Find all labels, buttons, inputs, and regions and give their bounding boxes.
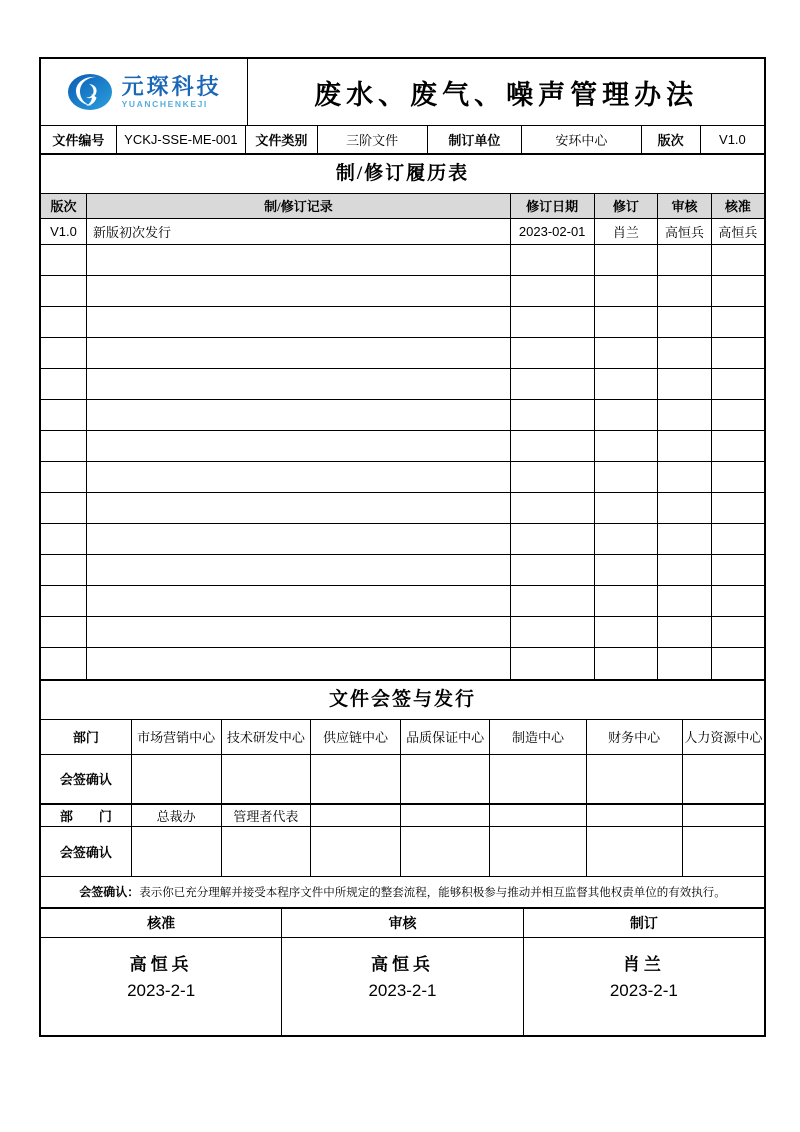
- department-manufacturing: 制造中心: [490, 720, 586, 755]
- empty-cell: [594, 617, 658, 648]
- empty-cell: [41, 400, 87, 431]
- empty-cell: [41, 338, 87, 369]
- countersign-confirm-row-1: [41, 755, 764, 804]
- empty-cell: [594, 431, 658, 462]
- doc-version-value: V1.0: [700, 126, 764, 153]
- department-management-rep: 管理者代表: [221, 804, 311, 827]
- revision-version: V1.0: [41, 219, 87, 245]
- countersign-section-title: 文件会签与发行: [41, 681, 764, 720]
- empty-cell: [510, 617, 594, 648]
- revision-empty-row: [41, 586, 764, 617]
- empty-cell: [594, 245, 658, 276]
- revision-reviser: 肖兰: [594, 219, 658, 245]
- empty-cell: [41, 431, 87, 462]
- approval-col-draft: 制订: [523, 909, 764, 938]
- reviewer-name: 高恒兵: [370, 955, 434, 974]
- empty-cell: [87, 617, 511, 648]
- empty-cell: [594, 555, 658, 586]
- countersign-confirm-row-2: [41, 827, 764, 876]
- department-empty-cell: [490, 804, 586, 827]
- department-supply-chain: 供应链中心: [311, 720, 401, 755]
- empty-cell: [711, 648, 764, 679]
- drafter-date: 2023-2-1: [609, 981, 678, 1000]
- empty-cell: [711, 462, 764, 493]
- doc-unit-value: 安环中心: [522, 126, 641, 153]
- department-rnd: 技术研发中心: [221, 720, 311, 755]
- signature-cell: [131, 827, 221, 876]
- approver-name: 高恒兵: [129, 955, 193, 974]
- revision-date: 2023-02-01: [510, 219, 594, 245]
- empty-cell: [510, 524, 594, 555]
- revision-empty-row: [41, 307, 764, 338]
- revision-empty-row: [41, 555, 764, 586]
- empty-cell: [510, 307, 594, 338]
- empty-cell: [658, 555, 712, 586]
- department-empty-cell: [400, 804, 490, 827]
- empty-cell: [711, 245, 764, 276]
- empty-cell: [41, 369, 87, 400]
- department-quality: 品质保证中心: [400, 720, 490, 755]
- signature-cell: [586, 827, 682, 876]
- approver-signature: [41, 938, 282, 1035]
- approval-col-review: 审核: [282, 909, 523, 938]
- empty-cell: [41, 524, 87, 555]
- logo-company-name-cn: 元琛科技: [121, 74, 222, 100]
- empty-cell: [594, 307, 658, 338]
- empty-cell: [594, 338, 658, 369]
- drafter-name: 肖兰: [622, 955, 665, 974]
- revision-empty-row: [41, 617, 764, 648]
- empty-cell: [87, 524, 511, 555]
- revision-empty-row: [41, 524, 764, 555]
- reviewer-date: 2023-2-1: [368, 981, 437, 1000]
- empty-cell: [594, 369, 658, 400]
- drafter-signature: [523, 938, 764, 1035]
- empty-cell: [711, 431, 764, 462]
- empty-cell: [594, 586, 658, 617]
- signature-cell: [682, 827, 764, 876]
- countersign-confirm-label-1: 会签确认: [41, 755, 131, 804]
- department-empty-cell: [586, 804, 682, 827]
- revision-row: [41, 219, 764, 245]
- empty-cell: [510, 462, 594, 493]
- department-label-2: 部 门: [41, 804, 131, 827]
- department-marketing: 市场营销中心: [131, 720, 221, 755]
- countersign-confirm-label-2: 会签确认: [41, 827, 131, 876]
- empty-cell: [594, 276, 658, 307]
- empty-cell: [41, 648, 87, 679]
- revision-col-record: 制/修订记录: [87, 194, 511, 219]
- empty-cell: [41, 617, 87, 648]
- empty-cell: [658, 307, 712, 338]
- empty-cell: [658, 493, 712, 524]
- empty-cell: [594, 462, 658, 493]
- empty-cell: [658, 369, 712, 400]
- signature-cell: [400, 827, 490, 876]
- revision-empty-row: [41, 276, 764, 307]
- empty-cell: [87, 338, 511, 369]
- approval-block: [41, 909, 764, 1035]
- empty-cell: [510, 369, 594, 400]
- doc-code-label: 文件编号: [41, 126, 116, 153]
- department-empty-cell: [682, 804, 764, 827]
- department-empty-cell: [311, 804, 401, 827]
- empty-cell: [87, 586, 511, 617]
- empty-cell: [510, 586, 594, 617]
- empty-cell: [711, 307, 764, 338]
- revision-header-row: [41, 194, 764, 219]
- signature-cell: [490, 827, 586, 876]
- revision-empty-row: [41, 245, 764, 276]
- revision-empty-row: [41, 400, 764, 431]
- revision-empty-row: [41, 648, 764, 679]
- doc-category-label: 文件类别: [246, 126, 318, 153]
- empty-cell: [87, 462, 511, 493]
- empty-cell: [41, 307, 87, 338]
- empty-cell: [41, 493, 87, 524]
- approval-col-approve: 核准: [147, 916, 176, 932]
- department-header-row-1: [41, 720, 764, 755]
- document-title: 废水、废气、噪声管理办法: [248, 59, 764, 125]
- revision-reviewer: 高恒兵: [658, 219, 712, 245]
- empty-cell: [87, 245, 511, 276]
- empty-cell: [711, 617, 764, 648]
- revision-approver: 高恒兵: [711, 219, 764, 245]
- approval-header-row: [41, 909, 764, 938]
- empty-cell: [658, 276, 712, 307]
- revision-col-date: 修订日期: [510, 194, 594, 219]
- empty-cell: [510, 493, 594, 524]
- company-logo: [41, 72, 247, 112]
- approver-date: 2023-2-1: [127, 981, 196, 1000]
- empty-cell: [658, 245, 712, 276]
- empty-cell: [87, 276, 511, 307]
- doc-info-row: [41, 125, 764, 153]
- empty-cell: [41, 276, 87, 307]
- empty-cell: [711, 555, 764, 586]
- signature-cell: [311, 827, 401, 876]
- empty-cell: [510, 245, 594, 276]
- empty-cell: [510, 555, 594, 586]
- revision-section-title: 制/修订履历表: [41, 155, 764, 194]
- empty-cell: [87, 431, 511, 462]
- empty-cell: [87, 555, 511, 586]
- empty-cell: [41, 245, 87, 276]
- empty-cell: [510, 276, 594, 307]
- doc-code-value: YCKJ-SSE-ME-001: [116, 126, 245, 153]
- countersign-block: [41, 720, 764, 876]
- empty-cell: [658, 400, 712, 431]
- revision-empty-row: [41, 493, 764, 524]
- signature-cell: [682, 755, 764, 804]
- empty-cell: [594, 524, 658, 555]
- empty-cell: [711, 369, 764, 400]
- doc-version-label: 版次: [641, 126, 700, 153]
- empty-cell: [658, 462, 712, 493]
- revision-empty-row: [41, 338, 764, 369]
- revision-col-reviewer: 审核: [658, 194, 712, 219]
- revision-record: 新版初次发行: [87, 219, 511, 245]
- signature-cell: [131, 755, 221, 804]
- signature-cell: [311, 755, 401, 804]
- empty-cell: [510, 431, 594, 462]
- department-header-row-2: [41, 804, 764, 827]
- department-label-1: 部门: [72, 730, 99, 746]
- countersign-note-label: 会签确认：: [79, 884, 140, 899]
- empty-cell: [87, 648, 511, 679]
- revision-col-approver: 核准: [711, 194, 764, 219]
- revision-tbody: [41, 194, 764, 679]
- revision-empty-row: [41, 369, 764, 400]
- empty-cell: [711, 338, 764, 369]
- revision-col-reviser: 修订: [594, 194, 658, 219]
- empty-cell: [711, 400, 764, 431]
- logo-globe-icon: [67, 72, 113, 112]
- empty-cell: [658, 617, 712, 648]
- signature-cell: [221, 755, 311, 804]
- signature-cell: [586, 755, 682, 804]
- revision-col-version: 版次: [50, 199, 77, 215]
- doc-category-value: 三阶文件: [317, 126, 427, 153]
- signature-cell: [221, 827, 311, 876]
- header-block: [41, 59, 764, 155]
- document-frame: [39, 57, 766, 1037]
- empty-cell: [658, 338, 712, 369]
- revision-table: [41, 194, 764, 679]
- revision-block: [41, 194, 764, 681]
- empty-cell: [87, 369, 511, 400]
- department-president-office: 总裁办: [131, 804, 221, 827]
- logo-text: [122, 75, 222, 108]
- department-finance: 财务中心: [586, 720, 682, 755]
- revision-empty-row: [41, 431, 764, 462]
- empty-cell: [510, 400, 594, 431]
- empty-cell: [711, 493, 764, 524]
- empty-cell: [510, 648, 594, 679]
- empty-cell: [594, 400, 658, 431]
- empty-cell: [658, 648, 712, 679]
- empty-cell: [658, 431, 712, 462]
- department-hr: 人力资源中心: [682, 720, 764, 755]
- logo-cell: [41, 59, 248, 125]
- empty-cell: [658, 524, 712, 555]
- countersign-table: [41, 720, 764, 876]
- revision-empty-row: [41, 462, 764, 493]
- countersign-note: [41, 876, 764, 909]
- doc-unit-label: 制订单位: [427, 126, 522, 153]
- signature-cell: [490, 755, 586, 804]
- empty-cell: [41, 586, 87, 617]
- empty-cell: [594, 648, 658, 679]
- empty-cell: [87, 493, 511, 524]
- empty-cell: [594, 493, 658, 524]
- approval-signature-row: [41, 938, 764, 1035]
- header-row: [41, 59, 764, 125]
- empty-cell: [41, 462, 87, 493]
- signature-cell: [400, 755, 490, 804]
- logo-company-name-en: YUANCHENKEJI: [121, 98, 208, 109]
- approval-table: [41, 909, 764, 1035]
- empty-cell: [41, 555, 87, 586]
- empty-cell: [711, 524, 764, 555]
- countersign-note-text: 表示你已充分理解并接受本程序文件中所规定的整套流程，能够积极参与推动并相互监督其他权责单位的有效执行。: [139, 886, 726, 899]
- empty-cell: [87, 400, 511, 431]
- empty-cell: [658, 586, 712, 617]
- empty-cell: [87, 307, 511, 338]
- reviewer-signature: [282, 938, 523, 1035]
- empty-cell: [711, 586, 764, 617]
- empty-cell: [711, 276, 764, 307]
- empty-cell: [510, 338, 594, 369]
